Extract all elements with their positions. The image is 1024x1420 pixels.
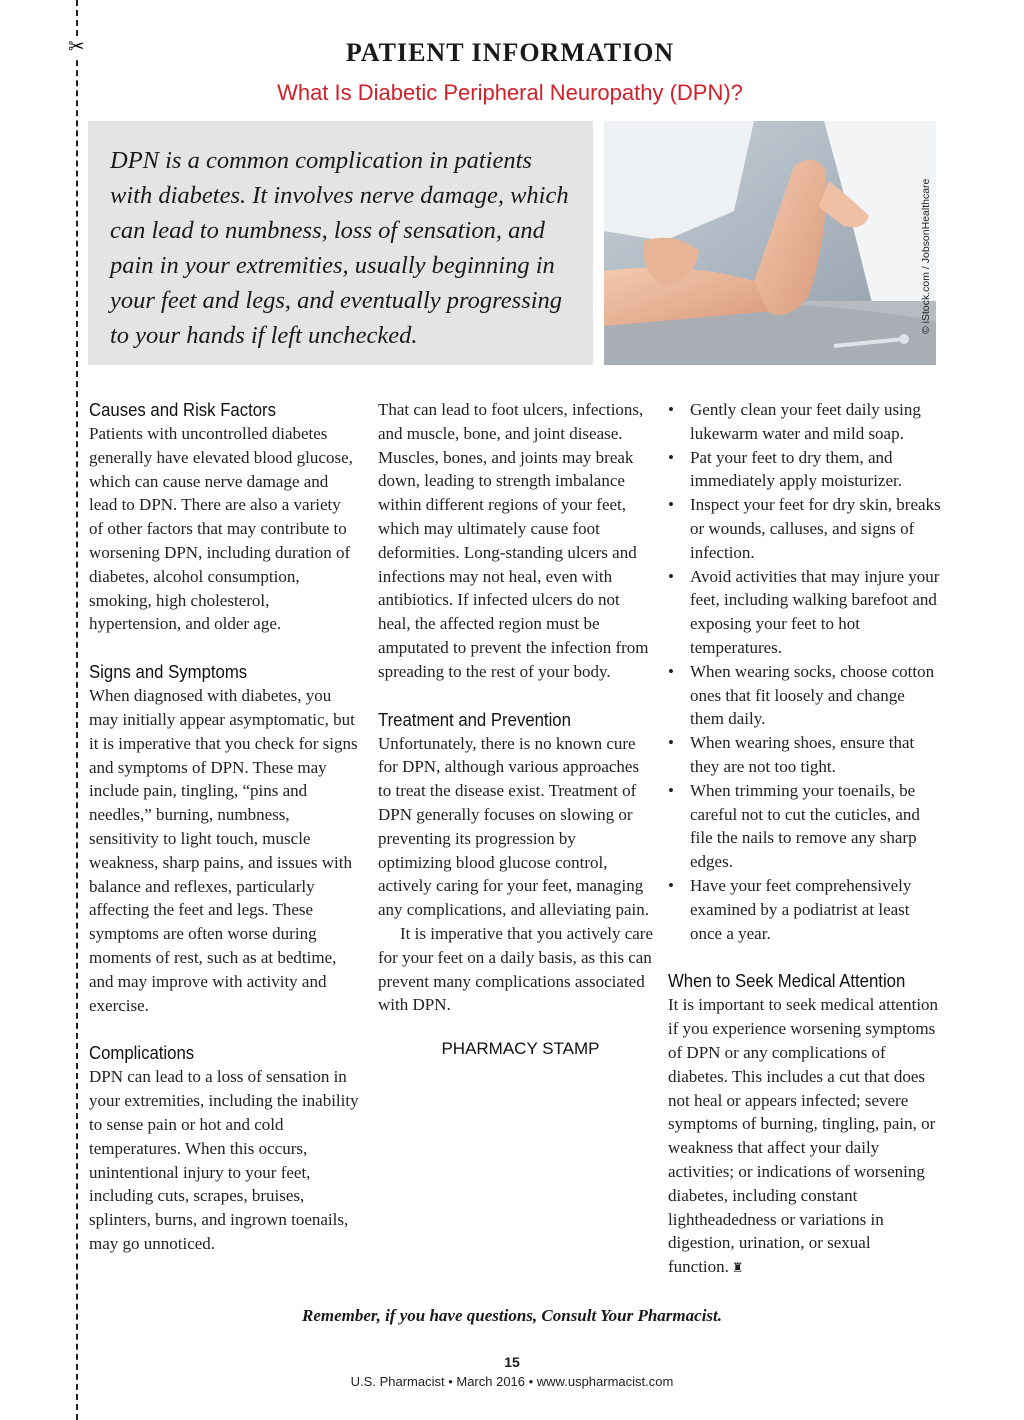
list-item: • Inspect your feet for dry skin, breaks or wounds, calluses, and signs of infection. (668, 493, 943, 564)
causes-heading: Causes and Risk Factors (89, 400, 277, 420)
page-title: PATIENT INFORMATION (345, 38, 675, 67)
page-subtitle: What Is Diabetic Peripheral Neuropathy (DPN)? (277, 80, 743, 105)
complications-continued: That can lead to foot ulcers, infections, and muscle, bone, and joint disease. Muscles, bones, and joints may break down, leading to strength imbalance within different regions of your feet, which may ultimately cause foot deformities. Long-standing ulcers and infections may not heal, even with antibiotics. If infected ulcers do not heal, the affected region must be amputated to prevent the infection from spreading to the rest of your body. (378, 400, 649, 681)
intro-text: DPN is a common complication in patients with diabetes. It involves nerve damage, which can lead to numbness, loss of sensation, and pain in your extremities, usually beginning in your feet and legs, and eventually progressing to your hands if left unchecked. (110, 147, 569, 349)
list-item: • Gently clean your feet daily using lukewarm water and mild soap. (668, 398, 943, 446)
attention-paragraph (668, 993, 943, 1281)
cut-line (76, 0, 78, 1420)
foot-exam-illustration (604, 121, 936, 365)
column-1 (89, 398, 359, 1256)
intro-box (88, 121, 593, 365)
foot-exam-photo (604, 121, 936, 365)
photo-credit: © iStock.com / JobsonHealthcare (920, 178, 932, 334)
footer-note: Remember, if you have questions, Consult Your Pharmacist. (301, 1306, 723, 1325)
column-3 (668, 398, 943, 1281)
attention-body: It is important to seek medical attention if you experience worsening symptoms of DPN or any complications of diabetes. This includes a cut that does not heal or appears infected; severe symptoms of burning, tingling, pain, or weakness that affect your daily activities; or indications of worsening diabetes, including constant lightheadedness or variations in digestion, urination, or sexual function. (668, 995, 939, 1277)
treatment-heading: Treatment and Prevention (378, 709, 571, 730)
pharmacy-stamp-label: PHARMACY STAMP (441, 1039, 600, 1059)
column-2 (378, 398, 653, 1059)
causes-body: Patients with uncontrolled diabetes generally have elevated blood glucose, which can cause nerve damage and lead to DPN. There are also a variety of other factors that may contribute to worsening DPN, including duration of diabetes, alcohol consumption, smoking, high cholesterol, hypertension, and older age. (89, 424, 353, 634)
treatment-body-2: It is imperative that you actively care for your feet on a daily basis, as this can prevent many complications associated with DPN. (378, 923, 654, 1015)
signs-body: When diagnosed with diabetes, you may initially appear asymptomatic, but it is imperative that you check for signs and symptoms of DPN. These may include pain, tingling, “pins and needles,” burning, numbness, sensitivity to light touch, muscle weakness, sharp pains, and issues with balance and reflexes, particularly affecting the feet and legs. These symptoms are often worse during moments of rest, such as at bedtime, and may improve with activity and exercise. (89, 686, 358, 1015)
foot-care-list (668, 398, 943, 945)
list-item: • When trimming your toenails, be careful not to cut the cuticles, and file the nails to remove any sharp edges. (668, 779, 943, 874)
complications-heading: Complications (89, 1043, 195, 1064)
list-item: • Avoid activities that may injure your feet, including walking barefoot and exposing your feet to hot temperatures. (668, 565, 943, 660)
attention-heading: When to Seek Medical Attention (668, 971, 906, 992)
scissors-icon: ✂ (68, 34, 85, 58)
treatment-body-1: Unfortunately, there is no known cure for DPN, although various approaches to treat the disease exist. Treatment of DPN generally focuses on slowing or preventing its progression by optimizing blood glucose control, actively caring for your feet, managing any complications, and alleviating pain. (378, 733, 649, 920)
publication-line: U.S. Pharmacist • March 2016 • www.uspharmacist.com (350, 1374, 674, 1389)
rook-icon: ♜ (731, 1261, 744, 1277)
page-number: 15 (504, 1354, 520, 1370)
complications-body: DPN can lead to a loss of sensation in your extremities, including the inability to sense pain or hot and cold temperatures. When this occurs, unintentional injury to your feet, including cuts, scrapes, bruises, splinters, burns, and ingrown toenails, may go unnoticed. (89, 1067, 359, 1253)
list-item: • Have your feet comprehensively examined by a podiatrist at least once a year. (668, 874, 943, 945)
list-item: • Pat your feet to dry them, and immediately apply moisturizer. (668, 446, 943, 494)
list-item: • When wearing socks, choose cotton ones that fit loosely and change them daily. (668, 660, 943, 731)
list-item: • When wearing shoes, ensure that they are not too tight. (668, 731, 943, 779)
signs-heading: Signs and Symptoms (89, 662, 248, 683)
